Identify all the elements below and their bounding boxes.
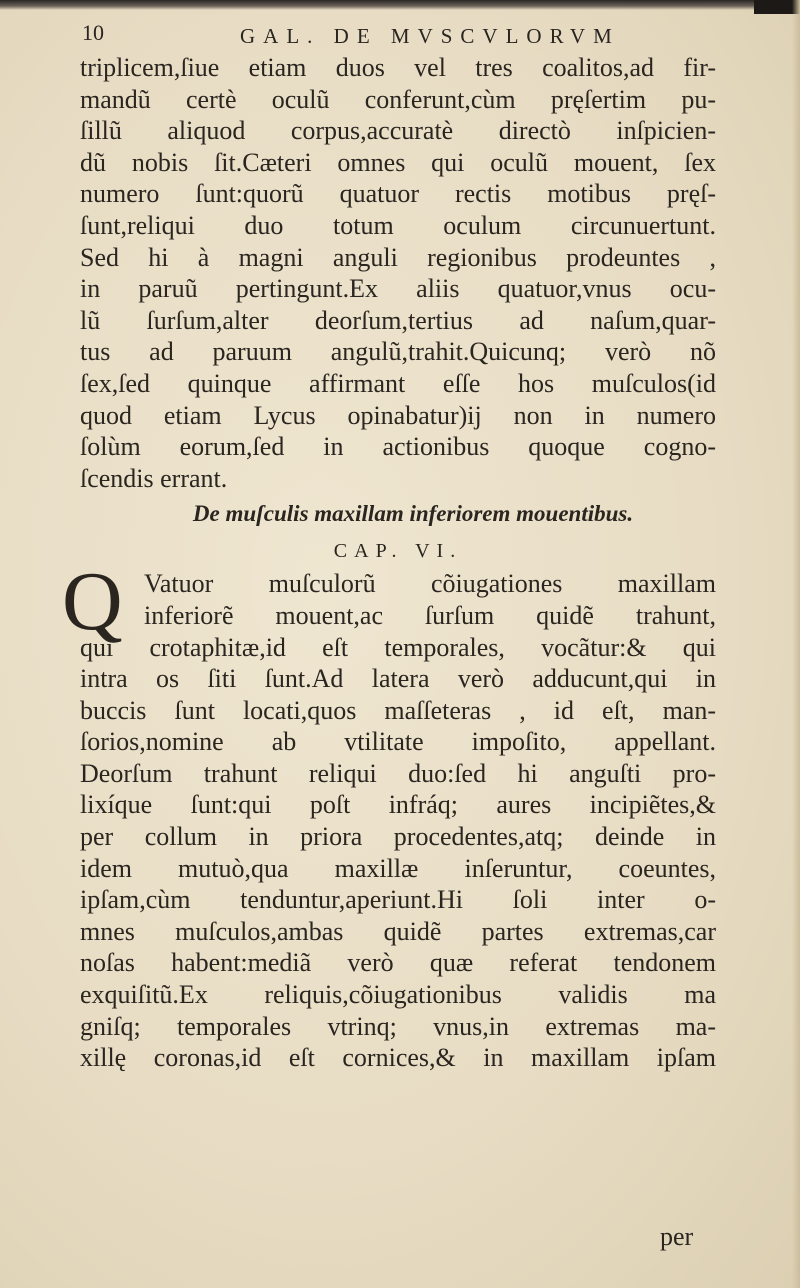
text-line: inferiorẽ mouent,ac ſurſum quidẽ trahunt, — [144, 600, 716, 630]
text-line: ſex,ſed quinque affirmant eſſe hos muſculos(id — [80, 368, 716, 398]
text-line: idem mutuò,qua maxillæ inſeruntur, coeuntes, — [80, 853, 716, 883]
text-line: lixíque ſunt:qui poſt infráq; aures incipiẽtes,& — [80, 790, 716, 820]
text-line: mnes muſculos,ambas quidẽ partes extremas,car — [80, 916, 716, 946]
text-line: intra os ſiti ſunt.Ad latera verò adducunt,qui in — [80, 664, 716, 694]
catchword: per — [660, 1222, 694, 1251]
text-line: ſillũ aliquod corpus,accuratè directò inſpicien- — [80, 116, 716, 146]
text-line: gniſq; temporales vtrinq; vnus,in extremas ma- — [80, 1011, 716, 1041]
section-title: De muſculis maxillam inferiorem mouentibus. — [192, 501, 634, 527]
text-line: quod etiam Lycus opinabatur)ij non in numero — [80, 400, 716, 430]
running-title: GAL. DE MVSCVLORVM — [240, 24, 620, 48]
text-line: dũ nobis ſit.Cæteri omnes qui oculũ mouent, ſex — [80, 147, 716, 177]
text-line: xillę coronas,id eſt cornices,& in maxillam ipſam — [80, 1043, 716, 1073]
chapter-label: CAP. VI. — [333, 540, 463, 563]
text-line: tus ad paruum angulũ,trahit.Quicunq; verò nõ — [80, 337, 716, 367]
paragraph-1 — [80, 52, 716, 494]
running-header — [82, 20, 722, 52]
text-line: qui crotaphitæ,id eſt temporales, vocãtur:& qui — [80, 632, 716, 662]
text-line: lũ ſurſum,alter deorſum,tertius ad naſum,quar- — [80, 305, 716, 335]
top-rule — [0, 0, 800, 10]
text-line: Vatuor muſculorũ cõiugationes maxillam — [144, 569, 716, 599]
text-line: mandũ certè oculũ conferunt,cùm pręſertim pu- — [80, 84, 716, 114]
text-line: noſas habent:mediã verò quæ referat tendonem — [80, 948, 716, 978]
text-line: triplicem,ſiue etiam duos vel tres coalitos,ad fir- — [80, 53, 716, 82]
text-block — [62, 52, 716, 1074]
paragraph-2 — [62, 555, 716, 1074]
text-line: numero ſunt:quorũ quatuor rectis motibus pręſ- — [80, 179, 716, 209]
text-line: buccis ſunt locati,quos maſſeteras , id eſt, man- — [80, 695, 716, 725]
text-line: ſcendis errant. — [80, 463, 228, 493]
page-number: 10 — [82, 20, 104, 45]
text-line: per collum in priora procedentes,atq; deinde in — [80, 822, 716, 852]
text-line: ſolùm eorum,ſed in actionibus quoque cogno- — [80, 432, 716, 462]
text-line: Sed hi à magni anguli regionibus prodeuntes , — [80, 242, 716, 272]
text-line: ſorios,nomine ab vtilitate impoſito, appellant. — [80, 727, 716, 757]
text-line: exquiſitũ.Ex reliquis,cõiugationibus validis ma — [80, 980, 716, 1010]
text-line: ſunt,reliqui duo totum oculum circunuertunt. — [80, 210, 716, 240]
drop-cap-initial: Q — [62, 555, 123, 649]
text-line: in paruũ pertingunt.Ex aliis quatuor,vnus ocu- — [80, 274, 716, 304]
page-right-edge — [792, 0, 800, 1288]
text-line: ipſam,cùm tenduntur,aperiunt.Hi ſoli inter o- — [80, 885, 716, 915]
text-line: Deorſum trahunt reliqui duo:ſed hi anguſti pro- — [80, 758, 716, 788]
